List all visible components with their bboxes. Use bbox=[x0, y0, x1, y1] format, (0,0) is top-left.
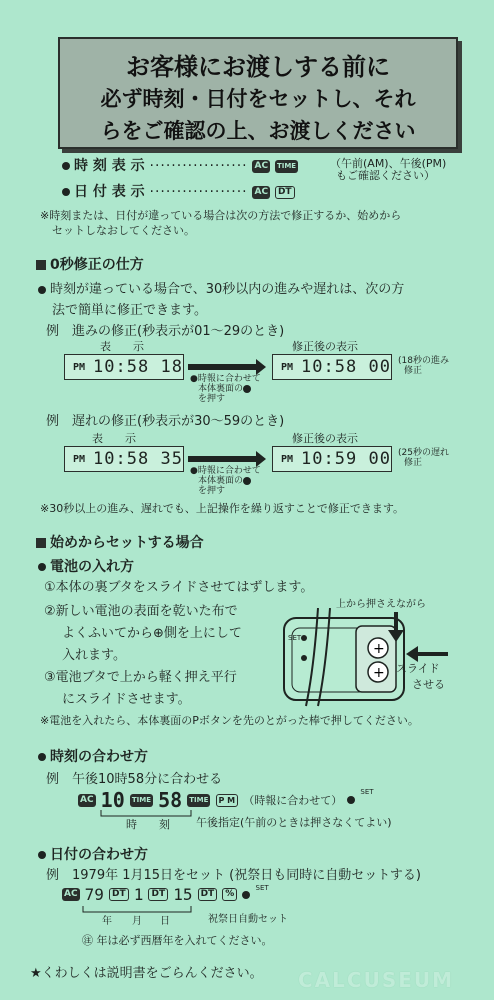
warning-line-1: ※時刻または、日付が違っている場合は次の方法で修正するか、始めから bbox=[40, 209, 402, 222]
set-label: SET bbox=[360, 788, 374, 796]
battery-title-text: 電池の入れ方 bbox=[50, 559, 134, 575]
set-button-icon bbox=[243, 385, 251, 393]
digit-day: 15 bbox=[173, 885, 193, 904]
time-display-row bbox=[62, 155, 298, 175]
example-2-title: 例 遅れの修正(秒表示が30〜59のとき) bbox=[46, 414, 285, 429]
press-note-line-1: ●時報に合わせて bbox=[190, 374, 261, 384]
time-key-icon: TIME bbox=[187, 794, 210, 807]
zero-sec-intro-2: 法で簡単に修正できます。 bbox=[52, 303, 207, 318]
date-set-title-text: 日付の合わせ方 bbox=[50, 847, 148, 863]
square-bullet-icon bbox=[36, 260, 46, 270]
dt-key-icon: DT bbox=[148, 888, 168, 901]
time-value: 10:59 00 bbox=[301, 449, 391, 469]
pm-indicator: PM bbox=[281, 453, 294, 465]
time-value: 10:58 00 bbox=[301, 357, 391, 377]
slide-label: スライド bbox=[396, 662, 440, 675]
set-label-small: SET bbox=[288, 634, 302, 642]
date-display-row bbox=[62, 181, 295, 201]
square-bullet-icon bbox=[36, 538, 46, 548]
watermark: CALCUSEUM bbox=[298, 968, 455, 992]
battery-step-1: ①本体の裏ブタをスライドさせてはずします。 bbox=[44, 580, 314, 595]
time-key-icon: TIME bbox=[130, 794, 153, 807]
digit-year: 79 bbox=[84, 885, 104, 904]
ampm-note-2: もご確認ください） bbox=[336, 169, 435, 182]
battery-step-2b: よくふいてから⊕側を上にして bbox=[62, 626, 242, 641]
ampm-note bbox=[330, 158, 446, 182]
pm-indicator: PM bbox=[281, 361, 294, 373]
time-set-example: 例 午後10時58分に合わせる bbox=[46, 772, 223, 787]
warning-line-2: セットしなおしてください。 bbox=[52, 224, 195, 237]
percent-key-icon: % bbox=[222, 888, 237, 901]
date-set-example: 例 1979年 1月15日をセット (祝祭日も同時に自動セットする) bbox=[46, 868, 421, 883]
display-label: 表 示 bbox=[92, 432, 136, 445]
ampm-note-1: （午前(AM)、午後(PM) bbox=[330, 157, 447, 170]
time-display-label: 時 刻 表 示 bbox=[74, 158, 145, 174]
battery-illustration bbox=[278, 608, 474, 708]
battery-title bbox=[38, 556, 134, 576]
ac-key-icon: AC bbox=[80, 794, 94, 805]
repeat-note: ※30秒以上の進み、遅れでも、上記操作を繰り返すことで修正できます。 bbox=[40, 502, 404, 515]
from-start-title-text: 始めからセットする場合 bbox=[50, 535, 204, 551]
pm-indicator: PM bbox=[73, 361, 86, 373]
press-note-2 bbox=[190, 466, 261, 496]
intro-text-1: 時刻が違っている場合で、30秒以内の進みや遅れは、次の方 bbox=[50, 282, 405, 297]
battery-step-2a: ②新しい電池の表面を乾いた布で bbox=[44, 604, 238, 619]
press-note-line-3: を押す bbox=[198, 486, 226, 496]
digit-hour: 10 bbox=[100, 788, 125, 812]
sync-note: （時報に合わせて） bbox=[243, 794, 343, 807]
svg-text:+: + bbox=[373, 641, 385, 657]
set-button-icon bbox=[243, 477, 251, 485]
press-from-top-label: 上から押さえながら bbox=[336, 599, 426, 610]
arrow-icon bbox=[188, 364, 258, 370]
adjust-note-2-a: (25秒の遅れ bbox=[398, 448, 449, 458]
press-note-line-3: を押す bbox=[198, 394, 226, 404]
set-button-icon bbox=[242, 891, 250, 899]
time-value: 10:58 35 bbox=[93, 449, 183, 469]
adjust-note-2-b: 修正 bbox=[404, 458, 423, 468]
year-note: ㊟ 年は必ず西暦年を入れてください。 bbox=[82, 934, 273, 947]
battery-step-3a: ③電池ブタで上から軽く押え平行 bbox=[44, 670, 237, 685]
time-key-icon: TIME bbox=[275, 160, 298, 173]
header-line-1: お客様にお渡しする前に bbox=[126, 53, 390, 81]
bullet-icon bbox=[38, 563, 46, 571]
press-note-1 bbox=[190, 374, 261, 404]
after-label: 修正後の表示 bbox=[292, 340, 358, 353]
after-label: 修正後の表示 bbox=[292, 432, 358, 445]
adjust-note-1-a: (18秒の進み bbox=[398, 356, 449, 366]
set-button-icon bbox=[347, 796, 355, 804]
date-set-title bbox=[38, 844, 148, 864]
pm-key-icon: P M bbox=[216, 794, 239, 807]
digit-month: 1 bbox=[133, 885, 144, 904]
display-after-2 bbox=[272, 446, 392, 472]
example-1-title: 例 進みの修正(秒表示が01〜29のとき) bbox=[46, 324, 285, 339]
press-note-line-2: 本体裏面の bbox=[198, 384, 244, 394]
set-label: SET bbox=[255, 884, 269, 892]
zero-sec-intro-1 bbox=[38, 278, 404, 297]
display-label: 表 示 bbox=[100, 340, 144, 353]
svg-text:+: + bbox=[373, 665, 385, 681]
press-note-line-2: 本体裏面の bbox=[198, 476, 244, 486]
adjust-note-1 bbox=[398, 356, 449, 376]
bullet-icon bbox=[38, 753, 46, 761]
label-year: 年 bbox=[102, 916, 112, 927]
from-start-title bbox=[36, 532, 204, 552]
time-under-label: 時 刻 bbox=[126, 818, 170, 831]
header-line-3: らをご確認の上、お渡しください bbox=[100, 119, 416, 143]
holiday-note: 祝祭日自動セット bbox=[208, 914, 288, 925]
dt-key-icon: DT bbox=[198, 888, 218, 901]
digit-minute: 58 bbox=[158, 788, 183, 812]
ac-key-icon: AC bbox=[64, 889, 78, 899]
date-display-label: 日 付 表 示 bbox=[74, 184, 145, 200]
header-box bbox=[58, 37, 458, 149]
bullet-icon bbox=[38, 286, 46, 294]
display-before-1 bbox=[64, 354, 184, 380]
time-set-title bbox=[38, 746, 148, 766]
battery-note: ※電池を入れたら、本体裏面のPボタンを先のとがった棒で押してください。 bbox=[40, 714, 419, 727]
footer-note: ★くわしくは説明書をごらんください。 bbox=[30, 966, 263, 981]
label-day: 日 bbox=[160, 916, 170, 927]
slide-label-2: させる bbox=[412, 678, 445, 691]
bullet-icon bbox=[62, 188, 70, 196]
adjust-note-2 bbox=[398, 448, 449, 468]
battery-step-3b: にスライドさせます。 bbox=[62, 692, 191, 707]
pm-note: 午後指定(午前のときは押さなくてよい) bbox=[196, 816, 392, 829]
display-before-2 bbox=[64, 446, 184, 472]
battery-step-2c: 入れます。 bbox=[62, 648, 126, 663]
time-key-sequence bbox=[78, 788, 374, 812]
bullet-icon bbox=[38, 851, 46, 859]
ac-key-icon: AC bbox=[254, 186, 269, 197]
header-line-2: 必ず時刻・日付をセットし、それ bbox=[100, 87, 416, 111]
dt-key-icon: DT bbox=[275, 186, 295, 199]
pm-indicator: PM bbox=[73, 453, 86, 465]
arrow-icon bbox=[188, 456, 258, 462]
dotted-leader: ·················· bbox=[149, 158, 248, 174]
date-key-sequence bbox=[62, 884, 269, 904]
bullet-icon bbox=[62, 162, 70, 170]
adjust-note-1-b: 修正 bbox=[404, 366, 423, 376]
label-month: 月 bbox=[132, 916, 142, 927]
display-after-1 bbox=[272, 354, 392, 380]
dotted-leader: ·················· bbox=[149, 184, 248, 200]
ac-key-icon: AC bbox=[254, 160, 269, 171]
zero-sec-title-text: 0秒修正の仕方 bbox=[50, 257, 144, 273]
time-set-title-text: 時刻の合わせ方 bbox=[50, 749, 148, 765]
time-value: 10:58 18 bbox=[93, 357, 183, 377]
press-note-line-1: ●時報に合わせて bbox=[190, 466, 261, 476]
dt-key-icon: DT bbox=[109, 888, 129, 901]
zero-sec-title bbox=[36, 254, 144, 274]
